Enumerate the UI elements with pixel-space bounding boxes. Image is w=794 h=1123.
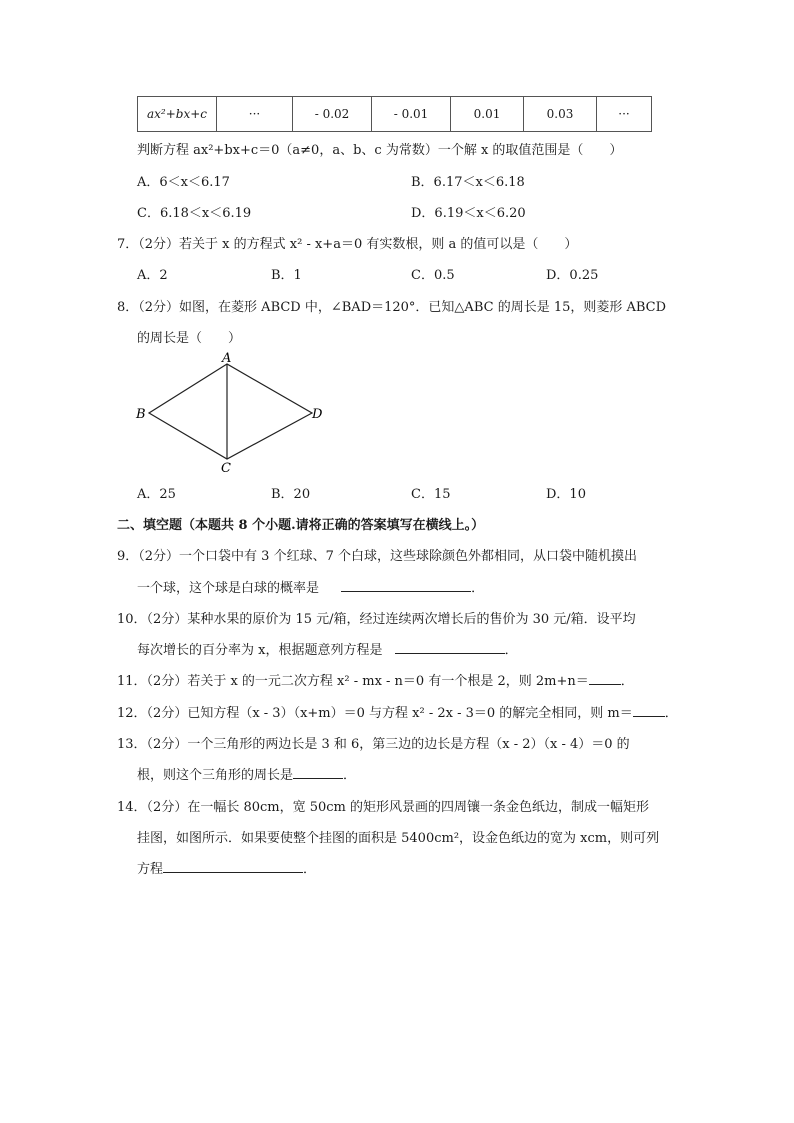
table-row xyxy=(138,97,652,132)
values-table xyxy=(137,96,652,132)
answer-blank[interactable] xyxy=(341,579,471,592)
label-c: C xyxy=(221,461,231,476)
q10-line1: 10．（2分）某种水果的原价为 15 元/箱，经过连续两次增长后的售价为 30 元/箱．设平均 xyxy=(117,612,636,627)
table-header-cell: ax²+bx+c xyxy=(138,97,217,132)
q9-line2-text: 一个球，这个球是白球的概率是 xyxy=(137,581,320,596)
answer-blank[interactable] xyxy=(589,672,621,685)
q10-line2 xyxy=(137,639,518,658)
q8-option-c: C．15 xyxy=(411,487,451,502)
q8-option-a: A．25 xyxy=(137,487,176,502)
q6-option-a: A．6＜x＜6.17 xyxy=(137,175,230,190)
answer-blank[interactable] xyxy=(633,704,665,717)
table-cell: 0.03 xyxy=(524,97,597,132)
q12-end: ． xyxy=(664,706,678,721)
rhombus-figure xyxy=(130,348,330,478)
table-cell: - 0.02 xyxy=(293,97,372,132)
q9-line1: 9．（2分）一个口袋中有 3 个红球、7 个白球，这些球除颜色外都相同，从口袋中随机摸出 xyxy=(117,549,637,564)
q12-text: 12．（2分）已知方程（x - 3）（x+m）＝0 与方程 x² - 2x - 3＝0 的解完全相同，则 m＝ xyxy=(117,706,633,721)
q7-option-b: B．1 xyxy=(271,268,302,283)
q14-end: ． xyxy=(303,862,317,877)
rhombus-outline xyxy=(149,364,312,459)
table-cell: ··· xyxy=(217,97,293,132)
q8-stem-line2: 的周长是（ ） xyxy=(137,331,242,346)
q11 xyxy=(117,670,634,689)
answer-blank[interactable] xyxy=(395,641,505,654)
q8-option-b: B．20 xyxy=(271,487,311,502)
q12 xyxy=(117,702,678,721)
q9-end: ． xyxy=(471,581,485,596)
q14-line3-text: 方程 xyxy=(137,862,164,877)
q8-stem-line1: 8．（2分）如图，在菱形 ABCD 中，∠BAD＝120°．已知△ABC 的周长是 15，则菱形 ABCD xyxy=(117,300,667,315)
q13-line1: 13．（2分）一个三角形的两边长是 3 和 6，第三边的边长是方程（x - 2）（x - 4）＝0 的 xyxy=(117,737,630,752)
q7-option-d: D．0.25 xyxy=(546,268,599,283)
q8-option-d: D．10 xyxy=(546,487,586,502)
q11-text: 11．（2分）若关于 x 的一元二次方程 x² - mx - n＝0 有一个根是 2，则 2m+n＝ xyxy=(117,674,589,689)
q10-end: ． xyxy=(504,643,518,658)
label-b: B xyxy=(136,407,146,422)
q13-line2-text: 根，则这个三角形的周长是 xyxy=(137,768,294,783)
q11-end: ． xyxy=(620,674,634,689)
table-cell: 0.01 xyxy=(451,97,524,132)
label-d: D xyxy=(312,407,323,422)
table-cell: - 0.01 xyxy=(372,97,451,132)
q14-line1: 14．（2分）在一幅长 80cm，宽 50cm 的矩形风景画的四周镶一条金色纸边，制成一幅矩形 xyxy=(117,800,650,815)
q13-line2 xyxy=(137,764,356,783)
q14-line2: 挂图，如图所示．如果要使整个挂图的面积是 5400cm²，设金色纸边的宽为 xcm，则可列 xyxy=(137,831,660,846)
answer-blank[interactable] xyxy=(293,766,343,779)
q13-end: ． xyxy=(343,768,357,783)
q10-line2-text: 每次增长的百分率为 x，根据题意列方程是 xyxy=(137,643,383,658)
q7-option-c: C．0.5 xyxy=(411,268,455,283)
answer-blank[interactable] xyxy=(163,860,303,873)
q6-option-b: B．6.17＜x＜6.18 xyxy=(411,175,525,190)
section-title: 二、填空题（本题共 8 个小题.请将正确的答案填写在横线上。） xyxy=(117,518,485,533)
q9-line2 xyxy=(137,577,484,596)
q6-stem: 判断方程 ax²+bx+c＝0（a≠0，a、b、c 为常数）一个解 x 的取值范围是（ ） xyxy=(137,143,623,158)
q14-line3 xyxy=(137,858,316,877)
q7-stem: 7．（2分）若关于 x 的方程式 x² - x+a＝0 有实数根，则 a 的值可以是（ ） xyxy=(117,237,578,252)
q6-option-c: C．6.18＜x＜6.19 xyxy=(137,206,252,221)
q6-option-d: D．6.19＜x＜6.20 xyxy=(411,206,526,221)
label-a: A xyxy=(222,351,232,366)
q7-option-a: A．2 xyxy=(137,268,168,283)
table-cell: ··· xyxy=(597,97,652,132)
